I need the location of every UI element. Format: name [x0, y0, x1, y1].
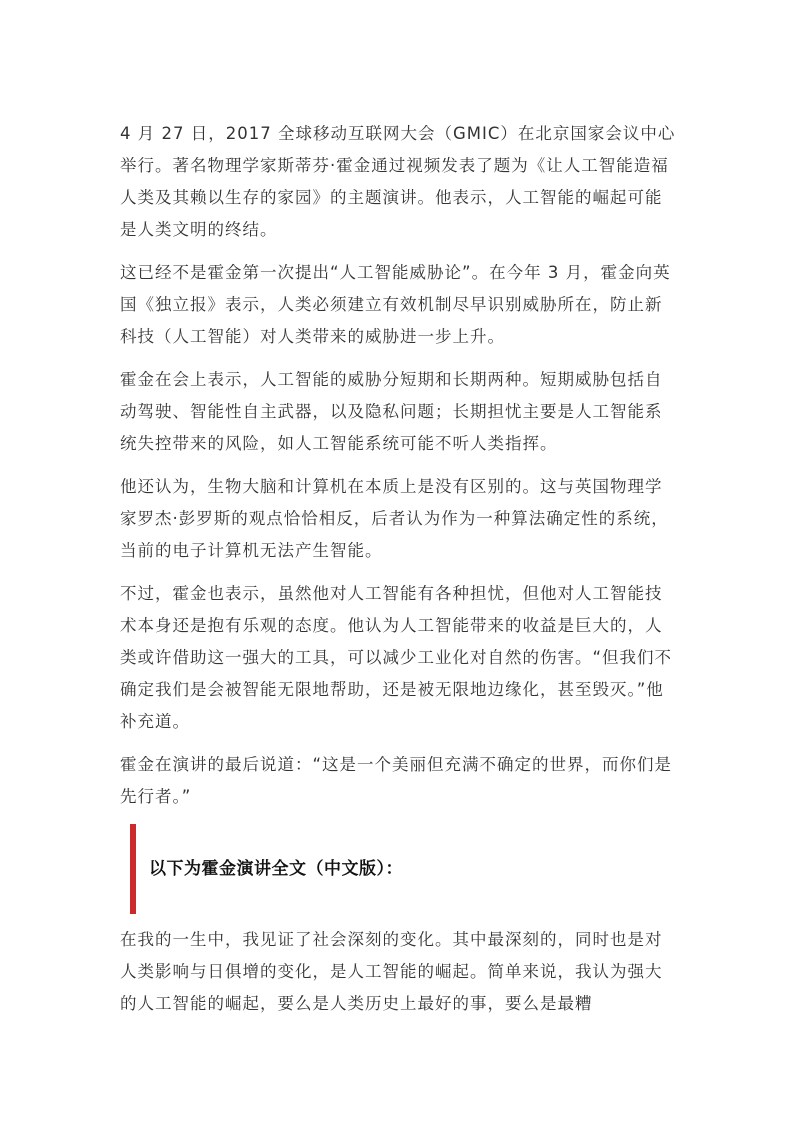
paragraph-short-long-threats: 霍金在会上表示，人工智能的威胁分短期和长期两种。短期威胁包括自动驾驶、智能性自主武器，以及隐私问题；长期担忧主要是人工智能系统失控带来的风险，如人工智能系统可能不听人类指挥。 — [120, 370, 663, 453]
paragraph-speech-opening: 在我的一生中，我见证了社会深刻的变化。其中最深刻的，同时也是对人类影响与日俱增的变化，是人工智能的崛起。简单来说，我认为强大的人工智能的崛起，要么是人类历史上最好的事，要么是最糟 — [120, 930, 663, 1013]
paragraph-brain-computer: 他还认为，生物大脑和计算机在本质上是没有区别的。这与英国物理学家罗杰·彭罗斯的观点恰恰相反，后者认为作为一种算法确定性的系统，当前的电子计算机无法产生智能。 — [120, 477, 669, 560]
paragraph-gmic-intro: 4 月 27 日，2017 全球移动互联网大会（GMIC）在北京国家会议中心举行。著名物理学家斯蒂芬·霍金通过视频发表了题为《让人工智能造福人类及其赖以生存的家园》的主题演讲。他表示，人工智能的崛起可能是人类文明的终结。 — [120, 124, 676, 239]
paragraph-closing-quote: 霍金在演讲的最后说道：“这是一个美丽但充满不确定的世界，而你们是先行者。” — [120, 755, 673, 806]
paragraph-optimism: 不过，霍金也表示，虽然他对人工智能有各种担忧，但他对人工智能技术本身还是抱有乐观的态度。他认为人工智能带来的收益是巨大的，人类或许借助这一强大的工具，可以减少工业化对自然的伤害。“但我们不确定我们是会被智能无限地帮助，还是被无限地边缘化，甚至毁灭。”他补充道。 — [120, 584, 673, 731]
article-body — [120, 118, 676, 1031]
paragraph-threat-theory: 这已经不是霍金第一次提出“人工智能威胁论”。在今年 3 月，霍金向英国《独立报》表示，人类必须建立有效机制尽早识别威胁所在，防止新科技（人工智能）对人类带来的威胁进一步上升。 — [120, 263, 671, 346]
section-heading: 以下为霍金演讲全文（中文版）： — [149, 859, 403, 879]
section-heading-callout — [130, 824, 676, 914]
